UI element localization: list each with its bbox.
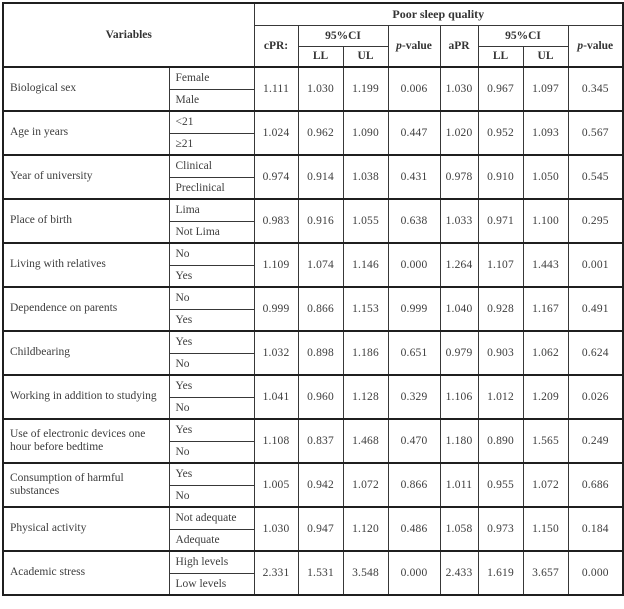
category-label: No (169, 397, 254, 419)
value-cell: 0.952 (478, 111, 523, 155)
category-label: Not Lima (169, 221, 254, 243)
value-cell: 1.180 (440, 419, 478, 463)
header-ul-adjusted: UL (523, 46, 568, 67)
category-label: <21 (169, 111, 254, 133)
value-cell: 1.040 (440, 287, 478, 331)
value-cell: 1.041 (254, 375, 298, 419)
table-row (3, 67, 623, 89)
category-label: Low levels (169, 573, 254, 595)
value-cell: 1.107 (478, 243, 523, 287)
value-cell: 0.947 (298, 507, 343, 551)
category-label: Yes (169, 419, 254, 441)
variables-header: Variables (3, 3, 254, 67)
header-pvalue-crude (388, 25, 440, 67)
table-row (3, 463, 623, 485)
value-cell: 0.890 (478, 419, 523, 463)
value-cell: 0.470 (388, 419, 440, 463)
value-cell: 0.974 (254, 155, 298, 199)
value-cell: 1.108 (254, 419, 298, 463)
value-cell: 1.011 (440, 463, 478, 507)
pvalue-italic-p: p (577, 39, 584, 52)
category-label: Clinical (169, 155, 254, 177)
value-cell: 1.468 (343, 419, 388, 463)
value-cell: 1.058 (440, 507, 478, 551)
value-cell: 1.032 (254, 331, 298, 375)
value-cell: 1.012 (478, 375, 523, 419)
pvalue-rest: -value (401, 39, 432, 52)
value-cell: 0.910 (478, 155, 523, 199)
value-cell: 1.109 (254, 243, 298, 287)
header-ll-adjusted: LL (478, 46, 523, 67)
table-row (3, 331, 623, 353)
value-cell: 1.030 (298, 67, 343, 111)
variable-label: Biological sex (3, 67, 169, 111)
header-ci-crude: 95%CI (298, 25, 388, 46)
value-cell: 0.329 (388, 375, 440, 419)
value-cell: 1.209 (523, 375, 568, 419)
header-pvalue-adjusted (568, 25, 623, 67)
category-label: No (169, 353, 254, 375)
value-cell: 1.619 (478, 551, 523, 595)
value-cell: 0.486 (388, 507, 440, 551)
value-cell: 1.153 (343, 287, 388, 331)
value-cell: 0.928 (478, 287, 523, 331)
value-cell: 1.090 (343, 111, 388, 155)
value-cell: 1.020 (440, 111, 478, 155)
value-cell: 0.651 (388, 331, 440, 375)
value-cell: 0.295 (568, 199, 623, 243)
table-body (3, 67, 623, 595)
value-cell: 1.033 (440, 199, 478, 243)
table-row (3, 199, 623, 221)
value-cell: 1.055 (343, 199, 388, 243)
value-cell: 1.072 (523, 463, 568, 507)
table-row (3, 155, 623, 177)
value-cell: 0.914 (298, 155, 343, 199)
value-cell: 0.249 (568, 419, 623, 463)
value-cell: 0.999 (388, 287, 440, 331)
table-row (3, 111, 623, 133)
variable-label: Place of birth (3, 199, 169, 243)
category-label: Yes (169, 331, 254, 353)
pvalue-rest: -value (583, 39, 614, 52)
value-cell: 1.038 (343, 155, 388, 199)
value-cell: 0.006 (388, 67, 440, 111)
value-cell: 0.983 (254, 199, 298, 243)
value-cell: 1.062 (523, 331, 568, 375)
value-cell: 1.050 (523, 155, 568, 199)
variable-label: Childbearing (3, 331, 169, 375)
value-cell: 0.545 (568, 155, 623, 199)
category-label: No (169, 441, 254, 463)
value-cell: 1.443 (523, 243, 568, 287)
variable-label: Dependence on parents (3, 287, 169, 331)
category-label: Yes (169, 375, 254, 397)
table-row (3, 375, 623, 397)
category-label: Yes (169, 265, 254, 287)
value-cell: 0.999 (254, 287, 298, 331)
table-title: Poor sleep quality (254, 3, 623, 25)
category-label: Female (169, 67, 254, 89)
value-cell: 0.866 (388, 463, 440, 507)
value-cell: 0.973 (478, 507, 523, 551)
value-cell: 0.184 (568, 507, 623, 551)
table-row (3, 507, 623, 529)
value-cell: 0.979 (440, 331, 478, 375)
value-cell: 0.916 (298, 199, 343, 243)
table-row (3, 551, 623, 573)
category-label: Preclinical (169, 177, 254, 199)
value-cell: 1.531 (298, 551, 343, 595)
category-label: Not adequate (169, 507, 254, 529)
variable-label: Year of university (3, 155, 169, 199)
value-cell: 0.447 (388, 111, 440, 155)
value-cell: 0.000 (568, 551, 623, 595)
variable-label: Academic stress (3, 551, 169, 595)
table-row (3, 243, 623, 265)
value-cell: 0.955 (478, 463, 523, 507)
value-cell: 0.898 (298, 331, 343, 375)
variable-label: Age in years (3, 111, 169, 155)
value-cell: 1.072 (343, 463, 388, 507)
value-cell: 3.548 (343, 551, 388, 595)
value-cell: 0.000 (388, 551, 440, 595)
value-cell: 2.331 (254, 551, 298, 595)
value-cell: 0.345 (568, 67, 623, 111)
category-label: Male (169, 89, 254, 111)
value-cell: 1.264 (440, 243, 478, 287)
value-cell: 0.978 (440, 155, 478, 199)
variable-label: Working in addition to studying (3, 375, 169, 419)
value-cell: 1.097 (523, 67, 568, 111)
value-cell: 0.491 (568, 287, 623, 331)
category-label: Adequate (169, 529, 254, 551)
category-label: No (169, 243, 254, 265)
value-cell: 0.686 (568, 463, 623, 507)
header-cpr: cPR: (254, 25, 298, 67)
value-cell: 0.431 (388, 155, 440, 199)
value-cell: 0.971 (478, 199, 523, 243)
header-ll-crude: LL (298, 46, 343, 67)
category-label: High levels (169, 551, 254, 573)
value-cell: 1.565 (523, 419, 568, 463)
variable-label: Consumption of harmful substances (3, 463, 169, 507)
value-cell: 2.433 (440, 551, 478, 595)
value-cell: 1.005 (254, 463, 298, 507)
variable-label: Living with relatives (3, 243, 169, 287)
value-cell: 0.962 (298, 111, 343, 155)
value-cell: 0.837 (298, 419, 343, 463)
category-label: No (169, 485, 254, 507)
value-cell: 0.001 (568, 243, 623, 287)
category-label: ≥21 (169, 133, 254, 155)
header-ul-crude: UL (343, 46, 388, 67)
table-row (3, 419, 623, 441)
variable-label: Use of electronic devices one hour before bedtime (3, 419, 169, 463)
value-cell: 1.167 (523, 287, 568, 331)
value-cell: 0.942 (298, 463, 343, 507)
category-label: Yes (169, 309, 254, 331)
value-cell: 1.106 (440, 375, 478, 419)
variable-label: Physical activity (3, 507, 169, 551)
table-row (3, 287, 623, 309)
table-header (3, 3, 623, 67)
value-cell: 1.074 (298, 243, 343, 287)
value-cell: 1.199 (343, 67, 388, 111)
category-label: Yes (169, 463, 254, 485)
value-cell: 1.186 (343, 331, 388, 375)
value-cell: 0.866 (298, 287, 343, 331)
value-cell: 1.120 (343, 507, 388, 551)
value-cell: 1.146 (343, 243, 388, 287)
value-cell: 3.657 (523, 551, 568, 595)
category-label: No (169, 287, 254, 309)
header-apr: aPR (440, 25, 478, 67)
value-cell: 0.960 (298, 375, 343, 419)
value-cell: 1.150 (523, 507, 568, 551)
value-cell: 0.967 (478, 67, 523, 111)
value-cell: 1.024 (254, 111, 298, 155)
category-label: Lima (169, 199, 254, 221)
value-cell: 1.111 (254, 67, 298, 111)
value-cell: 1.128 (343, 375, 388, 419)
results-table (2, 2, 624, 596)
value-cell: 1.030 (440, 67, 478, 111)
value-cell: 0.903 (478, 331, 523, 375)
value-cell: 0.000 (388, 243, 440, 287)
value-cell: 1.093 (523, 111, 568, 155)
value-cell: 0.026 (568, 375, 623, 419)
value-cell: 1.030 (254, 507, 298, 551)
pvalue-italic-p: p (396, 39, 402, 52)
value-cell: 0.638 (388, 199, 440, 243)
value-cell: 0.624 (568, 331, 623, 375)
value-cell: 0.567 (568, 111, 623, 155)
header-ci-adjusted: 95%CI (478, 25, 568, 46)
value-cell: 1.100 (523, 199, 568, 243)
